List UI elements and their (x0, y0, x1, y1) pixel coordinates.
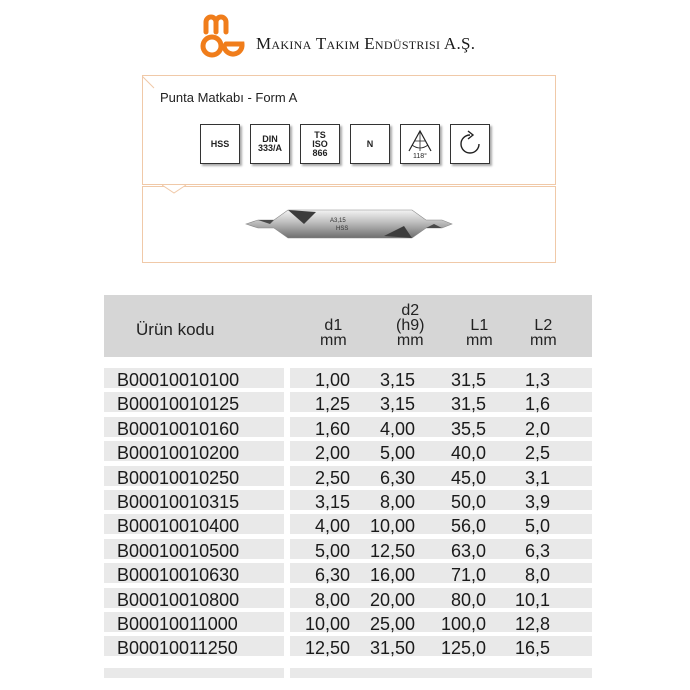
cell-d2: 10,00 (369, 516, 415, 537)
column-header-code: Ürün kodu (136, 320, 215, 339)
cell-l2: 10,1 (514, 589, 550, 610)
cell-l1: 40,0 (450, 443, 486, 464)
point-angle-badge (400, 124, 440, 164)
cell-d1: 8,00 (314, 589, 350, 610)
header-unit: mm (530, 332, 557, 349)
cell-d1: 2,00 (314, 443, 350, 464)
cell-l1: 35,5 (450, 418, 486, 439)
center-drill-image (244, 200, 454, 250)
cell-d2: 12,50 (369, 540, 415, 561)
cell-d2: 4,00 (379, 418, 415, 439)
cell-l2: 12,8 (514, 613, 550, 634)
drill-marking-material: HSS (336, 226, 349, 232)
cell-d1: 12,50 (304, 638, 350, 659)
cell-l2: 16,5 (514, 638, 550, 659)
badge-label: DIN 333/A (257, 134, 283, 153)
type-badge (350, 124, 390, 164)
cell-code: B00010010400 (117, 516, 240, 537)
cell-d1: 3,15 (314, 491, 350, 512)
cell-code: B00010010160 (117, 418, 240, 439)
rotation-arrow-icon (455, 129, 485, 159)
cell-d1: 6,30 (314, 565, 350, 586)
table-row (104, 634, 592, 658)
cell-d2: 31,50 (369, 638, 415, 659)
cell-d1: 2,50 (314, 467, 350, 488)
header-symbol: d1 (324, 317, 343, 334)
cell-code: B00010010125 (117, 394, 240, 415)
cell-d1: 4,00 (314, 516, 350, 537)
header-symbol: L1 (470, 317, 489, 334)
cell-d1: 1,00 (314, 370, 350, 390)
header-unit: mm (320, 332, 347, 349)
frame-corner-notch (142, 76, 156, 90)
cell-l2: 5,0 (524, 516, 550, 537)
badge-label: TS ISO 866 (312, 129, 328, 158)
cell-d1: 10,00 (304, 613, 350, 634)
cell-code: B00010010800 (117, 589, 240, 610)
table-row (104, 366, 592, 390)
table-row (104, 561, 592, 585)
cell-code: B00010011250 (117, 638, 238, 659)
cell-l1: 80,0 (450, 589, 486, 610)
cell-l2: 8,0 (524, 565, 550, 586)
point-angle-label: 118° (413, 152, 427, 160)
company-name: Makina Takım Endüstrisi A.Ş. (256, 34, 476, 53)
cell-d1: 1,60 (314, 418, 350, 439)
table-row (104, 464, 592, 488)
cell-code: B00010010630 (117, 565, 240, 586)
cell-l2: 2,5 (524, 443, 550, 464)
cell-code: B00010010200 (117, 443, 240, 464)
cell-code: B00010010315 (117, 491, 240, 512)
table-row (104, 610, 592, 634)
iso-badge (300, 124, 340, 164)
table-footer-strip (104, 666, 592, 680)
table-row (104, 390, 592, 414)
cell-d1: 5,00 (314, 540, 350, 561)
product-title: Punta Matkabı - Form A (160, 90, 298, 105)
header-symbol: L2 (534, 317, 553, 334)
cell-d2: 3,15 (379, 394, 415, 415)
cell-l1: 50,0 (450, 491, 486, 512)
header-unit: mm (466, 332, 493, 349)
cell-code: B00010010100 (117, 370, 240, 390)
table-row (104, 537, 592, 561)
cell-l1: 31,5 (450, 394, 486, 415)
table-row (104, 512, 592, 536)
frame-pointer-notch (162, 183, 188, 195)
cell-code: B00010010250 (117, 467, 240, 488)
cell-l2: 3,1 (524, 467, 550, 488)
table-row (104, 488, 592, 512)
cell-l1: 63,0 (450, 540, 486, 561)
cell-l1: 125,0 (440, 638, 486, 659)
cell-d2: 20,00 (369, 589, 415, 610)
product-table-body (104, 366, 592, 659)
cell-l1: 56,0 (450, 516, 486, 537)
cell-l1: 71,0 (450, 565, 486, 586)
header-tolerance: (h9) (396, 317, 425, 334)
drill-marking-size: A3,15 (330, 218, 346, 224)
table-row (104, 586, 592, 610)
material-badge (200, 124, 240, 164)
cell-d2: 16,00 (369, 565, 415, 586)
cell-d2: 25,00 (369, 613, 415, 634)
cell-l1: 31,5 (450, 370, 486, 390)
cell-l2: 1,3 (524, 370, 550, 390)
standard-badge (250, 124, 290, 164)
cell-code: B00010010500 (117, 540, 240, 561)
header-symbol: d2 (401, 302, 420, 319)
badge-label: N (366, 138, 374, 149)
cell-d2: 3,15 (379, 370, 415, 390)
cell-d2: 6,30 (379, 467, 415, 488)
column-header-d2 (396, 303, 424, 348)
column-header-d1 (320, 318, 347, 348)
badge-label: HSS (210, 138, 230, 149)
company-logo (198, 10, 250, 62)
cell-d2: 5,00 (379, 443, 415, 464)
cell-l2: 3,9 (524, 491, 550, 512)
rotation-badge (450, 124, 490, 164)
cell-d2: 8,00 (379, 491, 415, 512)
table-row (104, 439, 592, 463)
header-unit: mm (396, 332, 424, 349)
point-angle-icon (405, 129, 435, 153)
cell-code: B00010011000 (117, 613, 238, 634)
table-header (104, 295, 592, 357)
cell-d1: 1,25 (314, 394, 350, 415)
cell-l1: 100,0 (440, 613, 486, 634)
column-header-l2 (530, 318, 557, 348)
cell-l2: 1,6 (524, 394, 550, 415)
cell-l2: 6,3 (524, 540, 550, 561)
product-spec-badges (200, 124, 500, 164)
column-header-l1 (466, 318, 493, 348)
cell-l2: 2,0 (524, 418, 550, 439)
table-row (104, 415, 592, 439)
cell-l1: 45,0 (450, 467, 486, 488)
